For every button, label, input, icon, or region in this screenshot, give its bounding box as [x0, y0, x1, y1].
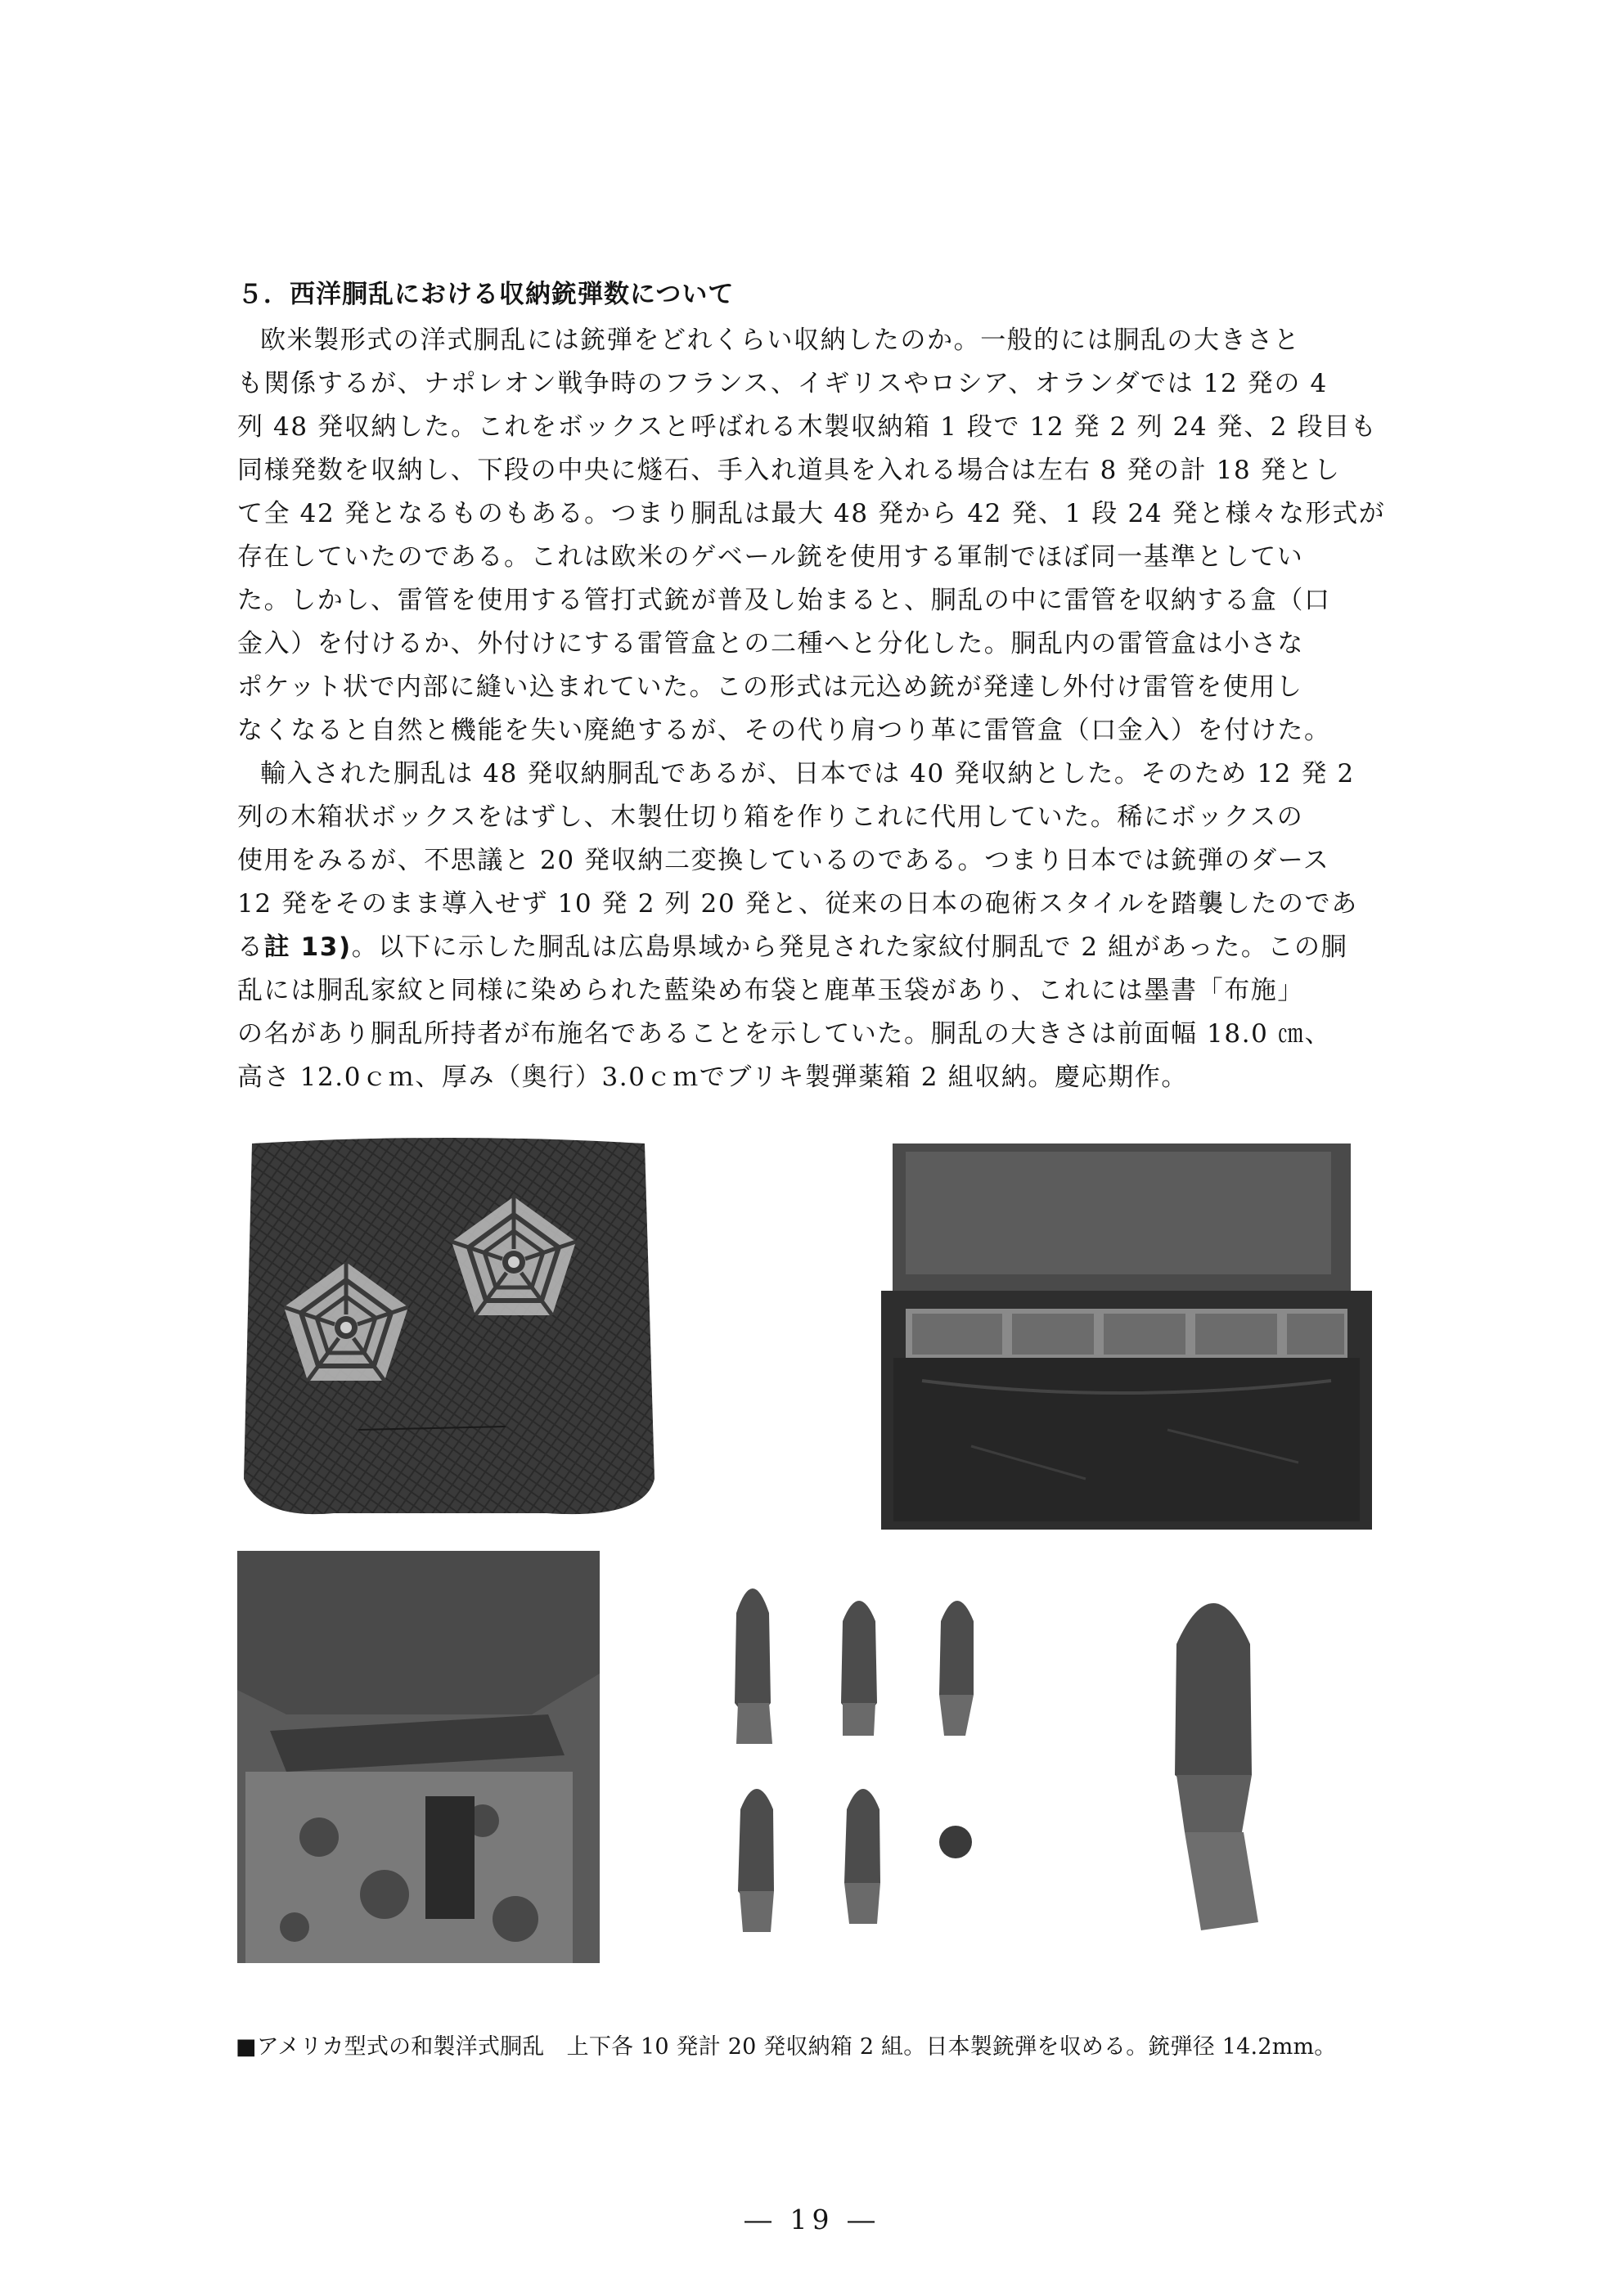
text-line: 存在していたのである。これは欧米のゲベール銃を使用する軍制でほぼ同一基準としてい — [237, 542, 1304, 572]
text-line: なくなると自然と機能を失い廃絶するが、その代り肩つり革に雷管盒（口金入）を付けた。 — [237, 716, 1331, 745]
footnote-reference[interactable]: 註 13) — [263, 932, 352, 962]
text-line: 欧米製形式の洋式胴乱には銃弾をどれくらい収納したのか。一般的には胴乱の大きさと — [260, 326, 1301, 355]
tin-box-photo — [237, 1551, 600, 1963]
single-bullet-photo — [1152, 1570, 1275, 1934]
text-line: ポケット状で内部に縫い込まれていた。この形式は元込め銃が発達し外付け雷管を使用し — [237, 672, 1303, 702]
figure-caption: ■アメリカ型式の和製洋式胴乱 上下各 10 発計 20 発収納箱 2 組。日本製銃弾を収める。銃弾径 14.2mm。 — [236, 2034, 1337, 2060]
text-line: 使用をみるが、不思議と 20 発収納二変換しているのである。つまり日本では銃弾のダース — [237, 846, 1330, 875]
text-segment: る — [237, 932, 264, 962]
text-line: 高さ 12.0ｃｍ、厚み（奥行）3.0ｃｍでブリキ製弾薬箱 2 組収納。慶応期作。 — [237, 1063, 1188, 1092]
text-line: の名があり胴乱所持者が布施名であることを示していた。胴乱の大きさは前面幅 18.0 ㎝、 — [237, 1019, 1332, 1049]
page-number: ― 19 ― — [745, 2204, 879, 2235]
text-line: 同様発数を収納し、下段の中央に燧石、手入れ道具を入れる場合は左右 8 発の計 18 発とし — [237, 456, 1341, 485]
text-line: 輸入された胴乱は 48 発収納胴乱であるが、日本では 40 発収納とした。そのため 12 発 2 — [260, 759, 1355, 789]
text-line-with-note — [237, 931, 1347, 964]
text-line: 金入）を付けるか、外付けにする雷管盒との二種へと分化した。胴乱内の雷管盒は小さな — [237, 629, 1304, 658]
text-line: た。しかし、雷管を使用する管打式銃が普及し始まると、胴乱の中に雷管を収納する盒（口 — [237, 586, 1331, 615]
text-segment: 。以下に示した胴乱は広島県域から発見された家紋付胴乱で 2 組があった。この胴 — [351, 932, 1348, 962]
text-line: も関係するが、ナポレオン戦争時のフランス、イギリスやロシア、オランダでは 12 発の 4 — [237, 369, 1328, 398]
text-line: て全 42 発となるものもある。つまり胴乱は最大 48 発から 42 発、1 段 24 発と様々な形式が — [237, 499, 1386, 528]
text-line: 12 発をそのまま導入せず 10 発 2 列 20 発と、従来の日本の砲術スタイルを踏襲したのであ — [237, 889, 1358, 919]
pouch-front-photo — [236, 1135, 661, 1525]
text-line: 列の木箱状ボックスをはずし、木製仕切り箱を作りこれに代用していた。稀にボックスの — [237, 802, 1304, 832]
bullets-photo — [720, 1564, 990, 1948]
text-line: 列 48 発収納した。これをボックスと呼ばれる木製収納箱 1 段で 12 発 2 列 24 発、2 段目も — [237, 412, 1378, 442]
section-heading: ５．西洋胴乱における収納銃弾数について — [237, 280, 735, 309]
pouch-open-photo — [873, 1135, 1388, 1530]
text-line: 乱には胴乱家紋と同様に染められた藍染め布袋と鹿革玉袋があり、これには墨書「布施」 — [237, 976, 1304, 1005]
